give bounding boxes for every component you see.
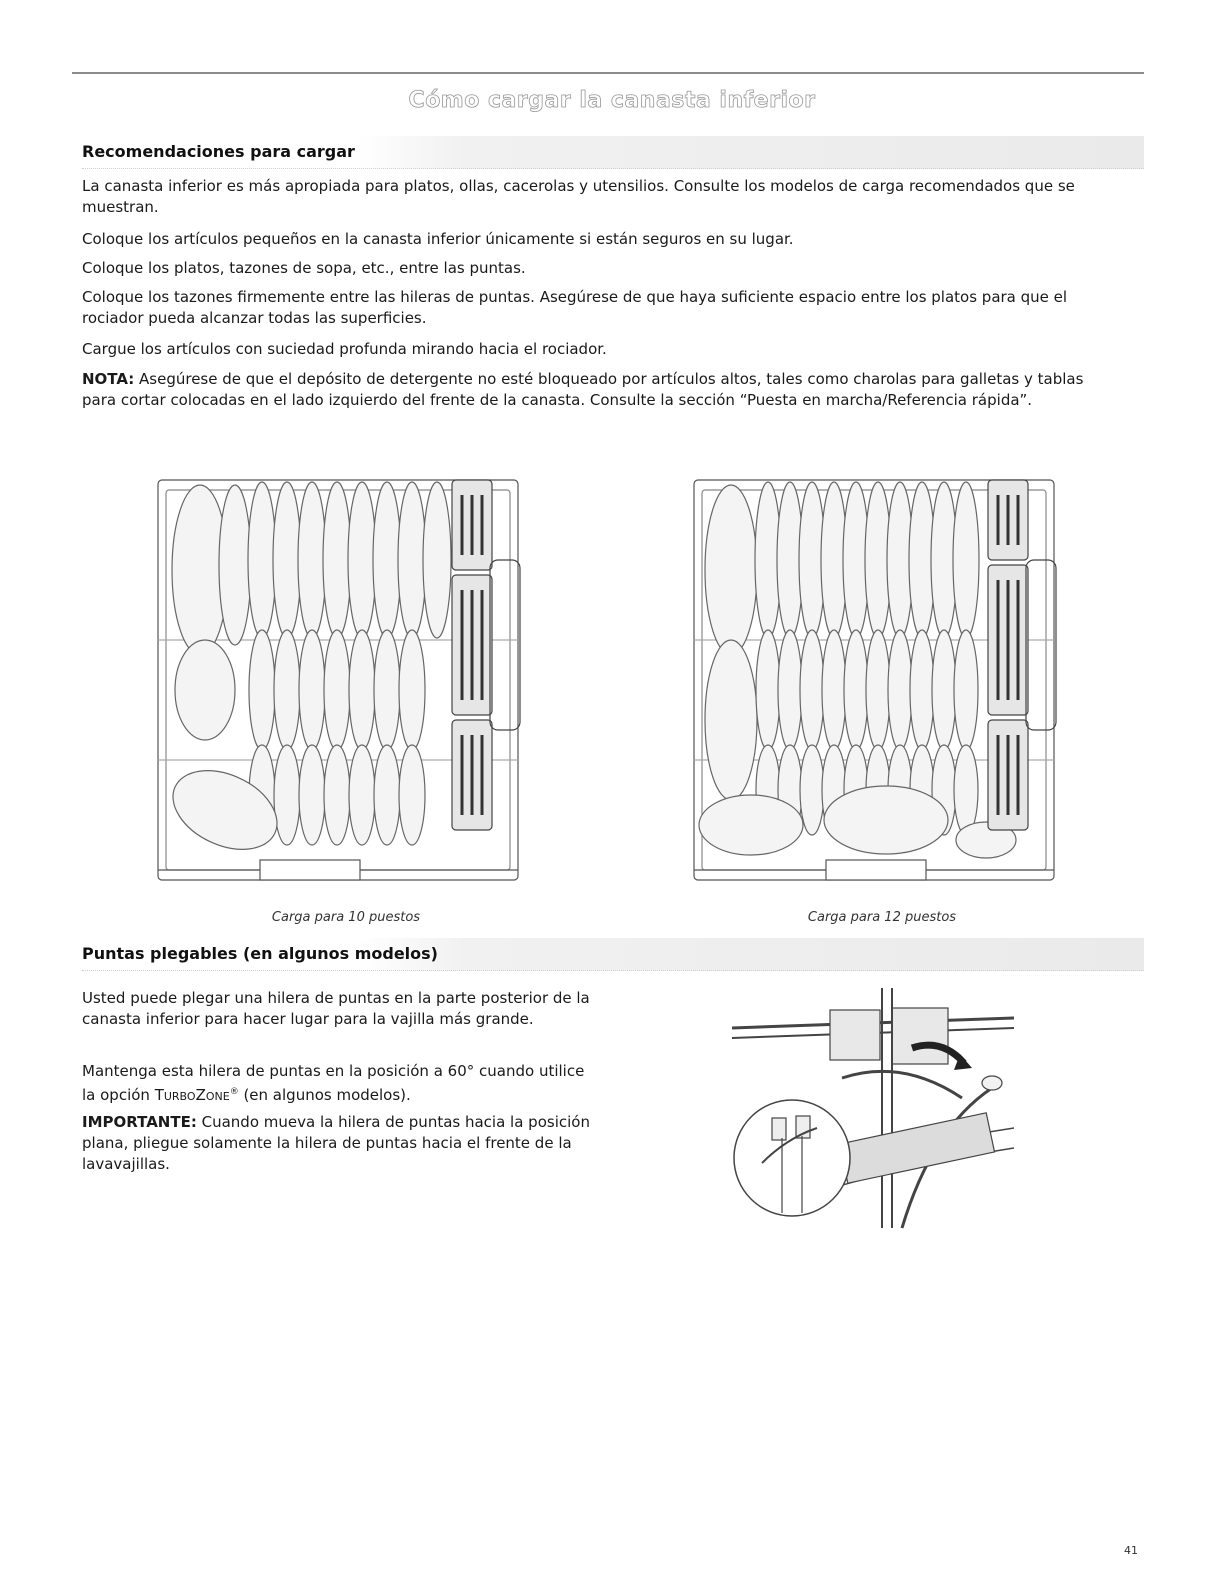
paragraph-plates: Coloque los platos, tazones de sopa, etc., entre las puntas. — [82, 259, 526, 277]
paragraph-note — [82, 369, 1122, 411]
paragraph-bowls: Coloque los tazones firmemente entre las hileras de puntas. Asegúrese de que haya suficiente espacio entre los platos para que el rociador pueda alcanzar todas las superficies. — [82, 288, 1068, 327]
important-text: Cuando mueva la hilera de puntas hacia la posición plana, pliegue solamente la hilera de puntas hacia el frente de la lavavajillas. — [82, 1113, 590, 1173]
page-number: 41 — [1124, 1544, 1138, 1557]
basket-10-place-illustration — [150, 460, 542, 900]
registered-mark: ® — [229, 1087, 239, 1097]
turbozone-text-before: Mantenga esta hilera de puntas en la posición a 60° cuando utilice la opción — [82, 1062, 585, 1104]
turbozone-text-after: (en algunos modelos). — [238, 1086, 411, 1104]
basket-12-place-illustration — [686, 460, 1078, 900]
paragraph-soiled-items: Cargue los artículos con suciedad profunda mirando hacia el rociador. — [82, 340, 607, 358]
paragraph-important — [82, 1112, 602, 1175]
turbozone-brand: TurboZone — [154, 1086, 230, 1104]
caption-12-place: Carga para 12 puestos — [807, 910, 957, 925]
paragraph-basket-use: La canasta inferior es más apropiada para platos, ollas, cacerolas y utensilios. Consulte los modelos de carga recomendados que se muestran. — [82, 177, 1075, 216]
note-text: Asegúrese de que el depósito de detergente no esté bloqueado por artículos altos, tales como charolas para galletas y tablas para cortar colocadas en el lado izquierdo del frente de la canasta. Consulte la sección “Puesta en marcha/Referencia rápida”. — [82, 370, 1084, 409]
section-heading-label: Puntas plegables (en algunos modelos) — [82, 944, 438, 963]
top-rule — [72, 72, 1144, 74]
note-label: NOTA: — [82, 370, 135, 388]
folding-tines-illustration — [732, 988, 1014, 1236]
section-heading-folding-tines — [82, 938, 1144, 971]
paragraph-small-items: Coloque los artículos pequeños en la canasta inferior únicamente si están seguros en su lugar. — [82, 230, 794, 248]
caption-10-place: Carga para 10 puestos — [271, 910, 421, 925]
section-heading-label: Recomendaciones para cargar — [82, 142, 355, 161]
important-label: IMPORTANTE: — [82, 1113, 197, 1131]
page-title: Cómo cargar la canasta inferior — [408, 88, 816, 113]
paragraph-turbozone — [82, 1061, 602, 1106]
section-heading-recommendations — [82, 136, 1144, 169]
paragraph-fold-tines: Usted puede plegar una hilera de puntas en la parte posterior de la canasta inferior para hacer lugar para la vajilla más grande. — [82, 989, 590, 1028]
